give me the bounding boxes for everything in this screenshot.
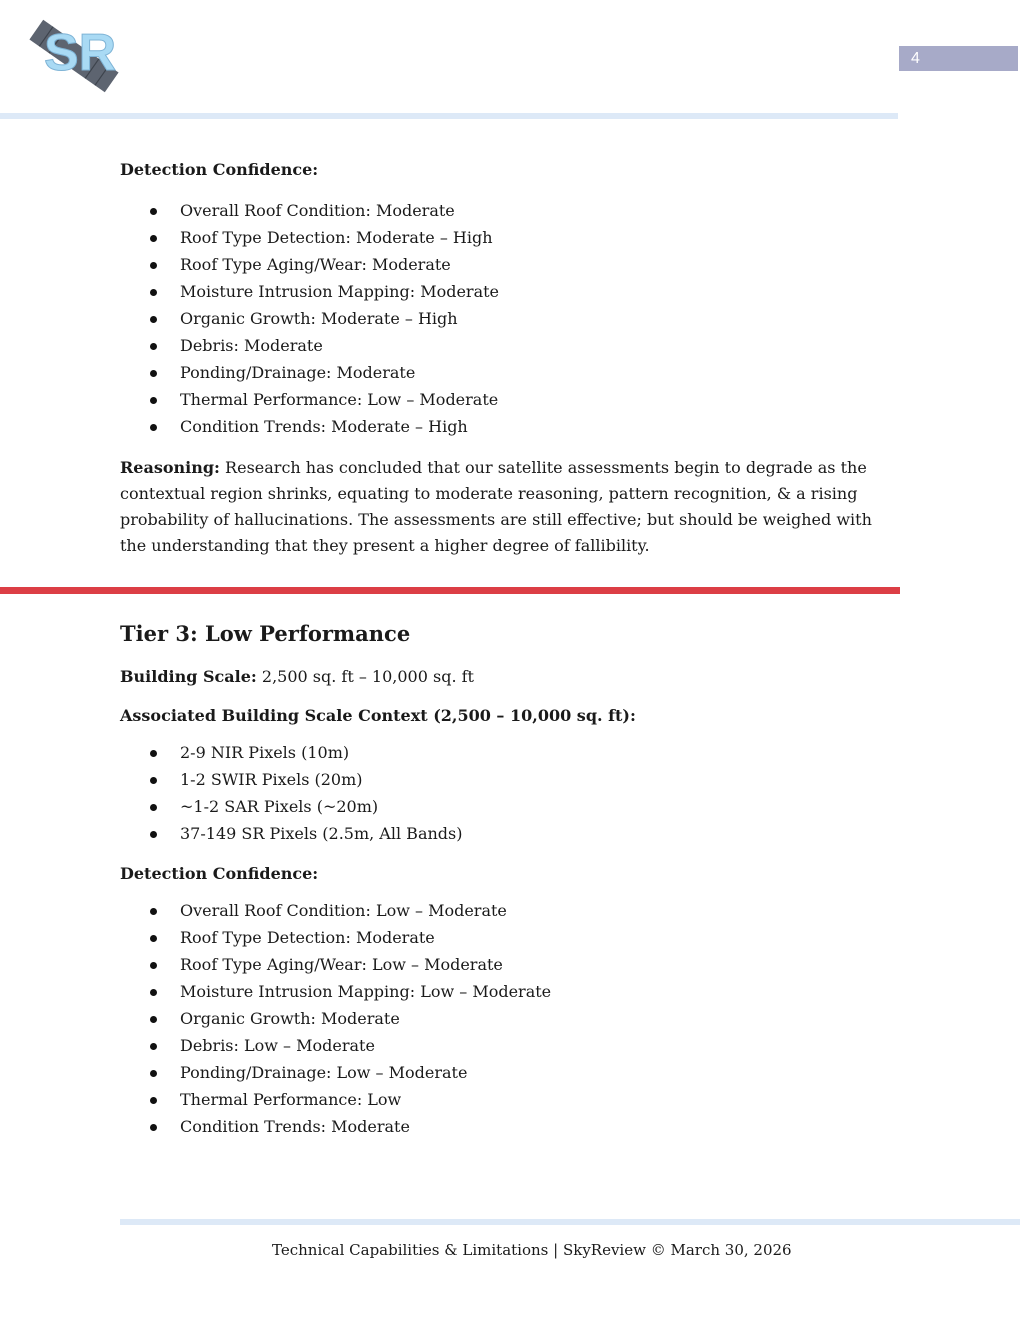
footer-divider xyxy=(120,1219,1020,1225)
detection-confidence-label: Detection Confidence: xyxy=(120,160,319,179)
reasoning-paragraph xyxy=(120,455,880,559)
list-item: 1-2 SWIR Pixels (20m) xyxy=(120,768,880,795)
list-item: Thermal Performance: Low – Moderate xyxy=(120,388,880,415)
detection-confidence-list xyxy=(120,199,880,442)
tier3-confidence-label: Detection Confidence: xyxy=(120,864,319,883)
list-item: Organic Growth: Moderate xyxy=(120,1007,880,1034)
list-item: Overall Roof Condition: Moderate xyxy=(120,199,880,226)
list-item: Ponding/Drainage: Moderate xyxy=(120,361,880,388)
list-item: Debris: Low – Moderate xyxy=(120,1034,880,1061)
list-item: Moisture Intrusion Mapping: Low – Moderate xyxy=(120,980,880,1007)
skyreview-logo xyxy=(26,14,122,102)
tier3-confidence-list xyxy=(120,899,880,1142)
context-list xyxy=(120,741,880,849)
list-item: Moisture Intrusion Mapping: Moderate xyxy=(120,280,880,307)
list-item: Debris: Moderate xyxy=(120,334,880,361)
list-item: 37-149 SR Pixels (2.5m, All Bands) xyxy=(120,822,880,849)
reasoning-label: Reasoning: xyxy=(120,458,220,477)
header-divider xyxy=(0,113,898,119)
list-item: ~1-2 SAR Pixels (~20m) xyxy=(120,795,880,822)
logo-letter-s: SR xyxy=(44,24,117,82)
list-item: 2-9 NIR Pixels (10m) xyxy=(120,741,880,768)
list-item: Roof Type Aging/Wear: Moderate xyxy=(120,253,880,280)
list-item: Organic Growth: Moderate – High xyxy=(120,307,880,334)
section-divider xyxy=(0,587,900,594)
footer-text: Technical Capabilities & Limitations | SkyReview © March 30, 2026 xyxy=(272,1241,792,1259)
reasoning-text: Research has concluded that our satellite assessments begin to degrade as the contextual region shrinks, equating to moderate reasoning, pattern recognition, & a rising probability of hallucinations. The assessments are still effective; but should be weighed with the understanding that they present a higher degree of fallibility. xyxy=(120,458,872,555)
list-item: Condition Trends: Moderate – High xyxy=(120,415,880,442)
list-item: Roof Type Aging/Wear: Low – Moderate xyxy=(120,953,880,980)
list-item: Thermal Performance: Low xyxy=(120,1088,880,1115)
list-item: Roof Type Detection: Moderate – High xyxy=(120,226,880,253)
list-item: Roof Type Detection: Moderate xyxy=(120,926,880,953)
building-scale-line xyxy=(120,666,880,688)
list-item: Overall Roof Condition: Low – Moderate xyxy=(120,899,880,926)
context-label: Associated Building Scale Context (2,500 – 10,000 sq. ft): xyxy=(120,706,636,725)
page-number-badge: 4 xyxy=(899,46,1018,71)
list-item: Condition Trends: Moderate xyxy=(120,1115,880,1142)
building-scale-label: Building Scale: xyxy=(120,667,257,686)
tier3-heading: Tier 3: Low Performance xyxy=(120,621,411,646)
building-scale-value: 2,500 sq. ft – 10,000 sq. ft xyxy=(256,667,474,686)
list-item: Ponding/Drainage: Low – Moderate xyxy=(120,1061,880,1088)
